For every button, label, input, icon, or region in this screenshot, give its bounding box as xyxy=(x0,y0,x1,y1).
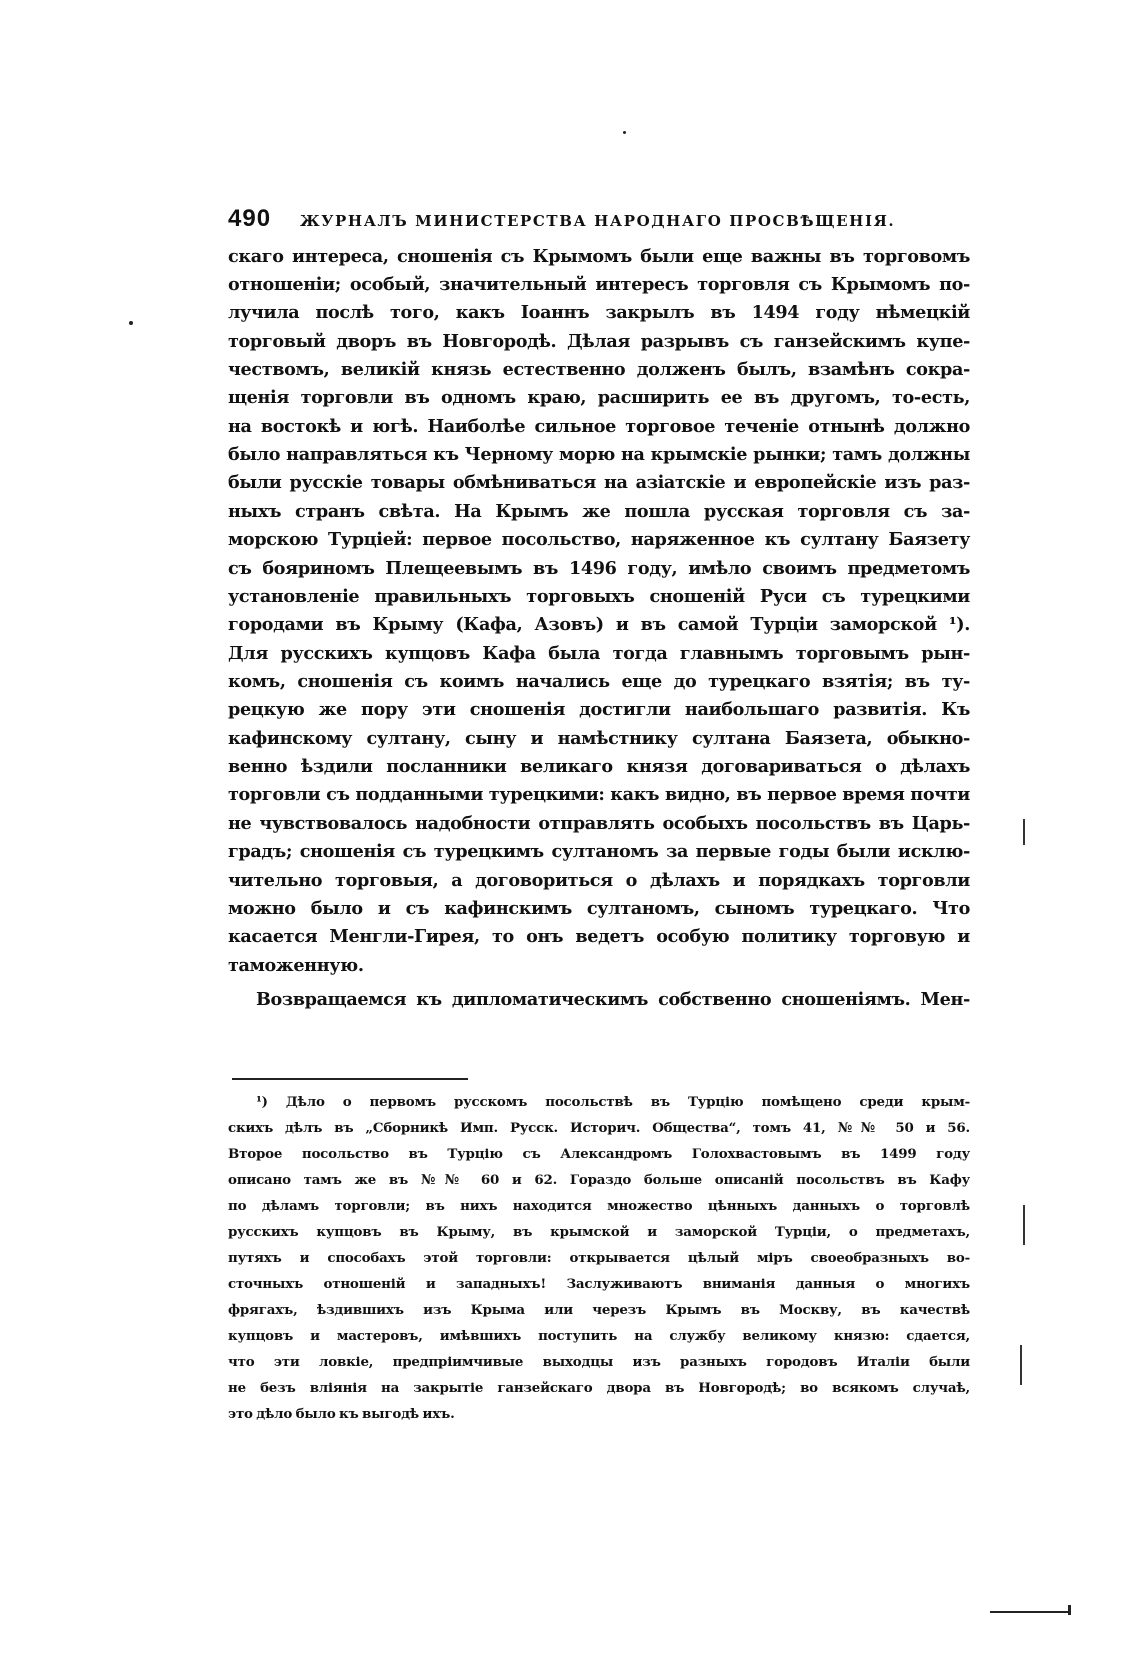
text-line: можно было и съ кафинскимъ султаномъ, сыномъ турецкаго. Что xyxy=(228,898,970,919)
text-line: были русскіе товары обмѣниваться на азіатскіе и европейскіе изъ раз- xyxy=(228,472,970,493)
text-line: Для русскихъ купцовъ Кафа была тогда главнымъ торговымъ рын- xyxy=(228,643,970,664)
text-line: на востокѣ и югѣ. Наиболѣе сильное торговое теченіе отнынѣ должно xyxy=(228,416,970,437)
text-line: таможенную. xyxy=(228,955,364,976)
text-line: касается Менгли-Гирея, то онъ ведетъ особую политику торговую и xyxy=(228,926,970,947)
text-line: не чувствовалось надобности отправлять особыхъ посольствъ въ Царь- xyxy=(228,813,970,834)
footnote-line: фрягахъ, ѣздившихъ изъ Крыма или черезъ Крымъ въ Москву, въ качествѣ xyxy=(228,1302,970,1318)
margin-mark xyxy=(1020,1345,1022,1385)
footnote-line: это дѣло было къ выгодѣ ихъ. xyxy=(228,1406,455,1422)
footnote-line: что эти ловкіе, предпріимчивые выходцы изъ разныхъ городовъ Италіи были xyxy=(228,1354,970,1370)
footnote-line: путяхъ и способахъ этой торговли: открывается цѣлый міръ своеобразныхъ во- xyxy=(228,1250,970,1266)
text-line: чительно торговыя, а договориться о дѣлахъ и порядкахъ торговли xyxy=(228,870,970,891)
text-line: лучила послѣ того, какъ Іоаннъ закрылъ въ 1494 году нѣмецкій xyxy=(228,302,970,323)
text-line: морскою Турціей: первое посольство, наряженное къ султану Баязету xyxy=(228,529,970,550)
running-title: ЖУРНАЛЪ МИНИСТЕРСТВА НАРОДНАГО ПРОСВѢЩЕНІЯ. xyxy=(300,212,896,230)
text-line: градъ; сношенія съ турецкимъ султаномъ за первые годы были исклю- xyxy=(228,841,970,862)
footnote-line: сточныхъ отношеній и западныхъ! Заслуживаютъ вниманія данныя о многихъ xyxy=(228,1276,970,1292)
text-line: было направляться къ Черному морю на крымскіе рынки; тамъ должны xyxy=(228,444,970,465)
text-line: комъ, сношенія съ коимъ начались еще до турецкаго взятія; въ ту- xyxy=(228,671,970,692)
margin-mark xyxy=(1023,819,1025,845)
text-line: отношеніи; особый, значительный интересъ торговля съ Крымомъ по- xyxy=(228,274,970,295)
footnote-line: скихъ дѣлъ въ „Сборникѣ Имп. Русск. Историч. Общества“, томъ 41, №№ 50 и 56. xyxy=(228,1120,970,1136)
text-line: кафинскому султану, сыну и намѣстнику султана Баязета, обыкно- xyxy=(228,728,970,749)
text-line: венно ѣздили посланники великаго князя договариваться о дѣлахъ xyxy=(228,756,970,777)
footnote-line: русскихъ купцовъ въ Крыму, въ крымской и заморской Турціи, о предметахъ, xyxy=(228,1224,970,1240)
text-line: съ бояриномъ Плещеевымъ въ 1496 году, имѣло своимъ предметомъ xyxy=(228,558,970,579)
footnote-line: ¹) Дѣло о первомъ русскомъ посольствѣ въ Турцію помѣщено среди крым- xyxy=(256,1094,970,1110)
footnote-line: Второе посольство въ Турцію съ Александромъ Голохвастовымъ въ 1499 году xyxy=(228,1146,970,1162)
text-line: городами въ Крыму (Кафа, Азовъ) и въ самой Турціи заморской ¹). xyxy=(228,614,970,635)
footnote-line: купцовъ и мастеровъ, имѣвшихъ поступить на службу великому князю: сдается, xyxy=(228,1328,970,1344)
footnote-line: описано тамъ же въ №№ 60 и 62. Гораздо больше описаній посольствъ въ Кафу xyxy=(228,1172,970,1188)
text-line: торговый дворъ въ Новгородѣ. Дѣлая разрывъ съ ганзейскимъ купе- xyxy=(228,331,970,352)
text-line: чествомъ, великій князь естественно долженъ былъ, взамѣнъ сокра- xyxy=(228,359,970,380)
text-line: торговли съ подданными турецкими: какъ видно, въ первое время почти xyxy=(228,784,970,805)
footnote-line: не безъ вліянія на закрытіе ганзейскаго двора въ Новгородѣ; во всякомъ случаѣ, xyxy=(228,1380,970,1396)
text-line: установленіе правильныхъ торговыхъ сношеній Руси съ турецкими xyxy=(228,586,970,607)
text-line: скаго интереса, сношенія съ Крымомъ были еще важны въ торговомъ xyxy=(228,246,970,267)
text-line: Возвращаемся къ дипломатическимъ собственно сношеніямъ. Мен- xyxy=(256,989,970,1010)
margin-mark xyxy=(1023,1205,1025,1245)
scan-speck xyxy=(623,131,626,134)
page-number: 490 xyxy=(228,205,272,232)
running-header xyxy=(228,205,968,241)
footnote-separator xyxy=(232,1078,468,1080)
scan-edge-tick xyxy=(1068,1605,1071,1615)
scan-edge-line xyxy=(990,1611,1070,1613)
text-line: щенія торговли въ одномъ краю, расширить ее въ другомъ, то-есть, xyxy=(228,387,970,408)
text-line: ныхъ странъ свѣта. На Крымъ же пошла русская торговля съ за- xyxy=(228,501,970,522)
footnote-line: по дѣламъ торговли; въ нихъ находится множество цѣнныхъ данныхъ о торговлѣ xyxy=(228,1198,970,1214)
scan-speck xyxy=(129,321,133,325)
text-line: рецкую же пору эти сношенія достигли наибольшаго развитія. Къ xyxy=(228,699,970,720)
